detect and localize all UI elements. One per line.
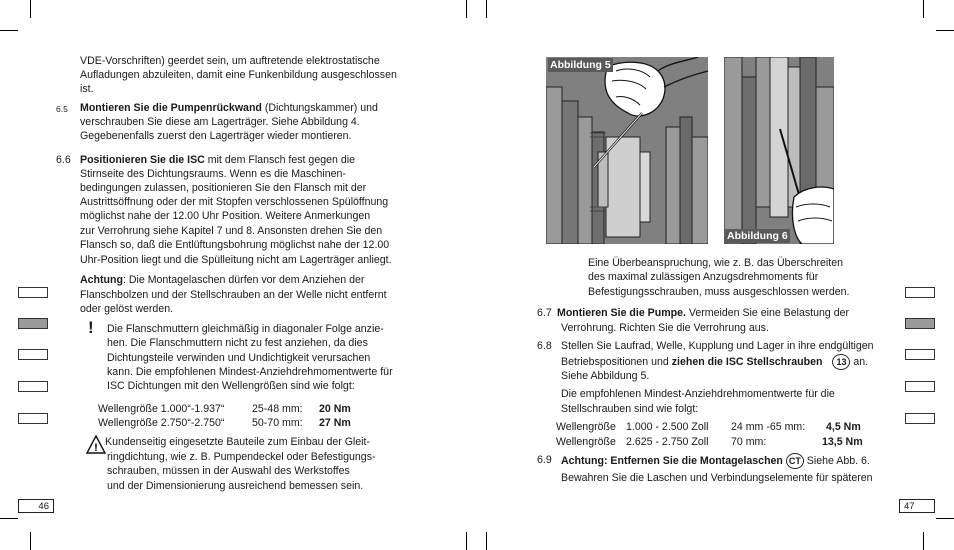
chapter-tab: [905, 413, 935, 424]
chapter-tab: [905, 349, 935, 360]
crop-mark: [30, 0, 31, 18]
warning-text: Kundenseitig eingesetzte Bauteile zum Einbau der Gleit-: [105, 436, 371, 448]
intro-line: VDE-Vorschriften) geerdet sein, um auftretende elektrostatische: [80, 55, 380, 67]
section-6-6-line: [80, 153, 355, 167]
torque-inch: 2.625 - 2.750 Zoll: [626, 436, 709, 448]
note-text: Dichtungsteile verwinden und Undichtigkeit verursachen: [107, 352, 371, 364]
page-number: 47: [899, 499, 935, 513]
crop-mark: [486, 0, 487, 18]
torque-range: 25-48 mm:: [252, 403, 303, 415]
chapter-tab: [905, 287, 935, 298]
achtung-text: : Die Montagelaschen dürfen vor dem Anziehen der: [122, 274, 365, 286]
section-text: Siehe Abb. 6.: [803, 454, 870, 467]
chapter-tab: [18, 287, 48, 298]
section-title: Montieren Sie die Pumpenrückwand: [80, 102, 262, 114]
crop-mark: [486, 532, 487, 550]
note-text: kann. Die empfohlenen Mindest-Anziehdrehmomentwerte für: [107, 366, 393, 378]
section-text: zur Verrohrung siehe Kapitel 7 und 8. Ansonsten drehen Sie den: [80, 225, 383, 237]
achtung-text: oder gelöst werden.: [80, 303, 174, 315]
chapter-tab: [18, 413, 48, 424]
section-number: 6.8: [537, 340, 552, 352]
section-text: Betriebspositionen und: [561, 355, 672, 368]
crop-mark: [466, 0, 467, 18]
torque-value: 4,5 Nm: [826, 421, 861, 433]
continued-text: Befestigungsschrauben, muss ausgeschlossen werden.: [588, 286, 850, 298]
crop-mark: [0, 30, 18, 31]
figure-6-image: [724, 57, 834, 244]
continued-text: Eine Überbeanspruchung, wie z. B. das Überschreiten: [588, 257, 843, 269]
torque-inch: 1.000 - 2.500 Zoll: [626, 421, 709, 433]
section-6-9-line: [561, 453, 870, 469]
chapter-tab: [18, 381, 48, 392]
torque-value: 20 Nm: [319, 403, 351, 415]
section-title: Montieren Sie die Pumpe.: [557, 307, 686, 319]
torque-value: 13,5 Nm: [822, 436, 863, 448]
section-text: bedingungen zulassen, positionieren Sie den Flansch mit der: [80, 182, 367, 194]
achtung-text: Flanschbolzen und der Stellschrauben an der Welle nicht entfernt: [80, 289, 387, 301]
section-text: Uhr-Position liegt und die Spülleitung nicht am Lagerträger anliegt.: [80, 254, 392, 266]
torque-label: Wellengröße 2.750“-2.750“: [98, 417, 225, 429]
intro-line: ist.: [80, 83, 94, 95]
torque-value: 27 Nm: [319, 417, 351, 429]
crop-mark: [466, 532, 467, 550]
section-text: (Dichtungskammer) und: [261, 102, 378, 114]
chapter-tab: [18, 349, 48, 360]
section-number: 6.5: [56, 104, 68, 114]
section-text: Siehe Abbildung 5.: [561, 370, 650, 382]
note-text: hen. Die Flanschmuttern nicht zu fest anziehen, da dies: [107, 337, 368, 349]
torque-mm: 70 mm:: [731, 436, 767, 448]
section-text: Bewahren Sie die Laschen und Verbindungselemente für späteren: [561, 472, 873, 484]
section-text: verschrauben Sie diese am Lagerträger. Siehe Abbildung 4.: [80, 116, 360, 128]
section-number: 6.9: [537, 454, 552, 466]
torque-mm: 24 mm -65 mm:: [731, 421, 806, 433]
crop-mark: [936, 518, 954, 519]
page-number: 46: [18, 499, 54, 513]
torque-label: Wellengröße 1.000“-1.937“: [98, 403, 225, 415]
section-text: Vermeiden Sie eine Belastung der: [685, 307, 850, 319]
warning-text: ringdichtung, wie z. B. Pumpendeckel oder Befestigungs-: [107, 451, 376, 463]
chapter-tab-active: [18, 318, 48, 329]
figure-5-caption: Abbildung 5: [550, 59, 611, 71]
section-text: möglichst nahe der 12.00 Uhr Position. Weitere Anmerkungen: [80, 210, 371, 222]
section-title: Achtung: Entfernen Sie die Montagelaschen: [561, 454, 783, 467]
crop-mark: [923, 0, 924, 18]
section-text: Stellen Sie Laufrad, Welle, Kupplung und Lager in ihre endgültigen: [561, 340, 874, 352]
section-text: mit dem Flansch fest gegen die: [204, 154, 355, 166]
warning-text: schrauben, müssen in der Auswahl des Werkstoffes: [107, 465, 350, 477]
achtung-label: Achtung: [80, 274, 123, 286]
achtung-line: [80, 273, 364, 287]
chapter-tab: [905, 381, 935, 392]
note-text: ISC Dichtungen mit den Wellengrößen sind wie folgt:: [107, 380, 355, 392]
torque-range: 50-70 mm:: [252, 417, 303, 429]
crop-mark: [923, 532, 924, 550]
warning-text: und der Dimensionierung ausreichend bemessen sein.: [107, 480, 364, 492]
section-number: 6.6: [56, 154, 71, 166]
section-number: 6.7: [537, 307, 552, 319]
torque-label: Wellengröße: [556, 421, 616, 433]
warning-mark: !: [94, 442, 98, 454]
section-6-7-line: [557, 306, 849, 320]
exclamation-icon: !: [88, 318, 94, 337]
section-text: an.: [850, 355, 869, 368]
torque-label: Wellengröße: [556, 436, 616, 448]
crop-mark: [936, 30, 954, 31]
figure-6-caption: Abbildung 6: [727, 230, 788, 242]
continued-text: des maximal zulässigen Anzugsdrehmoments für: [588, 271, 819, 283]
intro-line: Aufladungen abzuleiten, damit eine Funkenbildung ausgeschlossen: [80, 69, 397, 81]
section-text: Stellschrauben sind wie folgt:: [561, 403, 699, 415]
reference-ct-badge: CT: [786, 453, 804, 469]
section-title: Positionieren Sie die ISC: [80, 154, 205, 166]
section-text: Austrittsöffnung oder der mit Stopfen verschlossenen Spülöffnung: [80, 196, 389, 208]
figure-5-image: [546, 57, 708, 244]
section-text: Verrohrung. Richten Sie die Verrohrung aus.: [561, 322, 769, 334]
crop-mark: [0, 518, 18, 519]
section-text: Die empfohlenen Mindest-Anziehdrehmomentwerte für die: [561, 388, 835, 400]
section-6-5-line: [80, 101, 378, 115]
section-6-8-line: [561, 354, 868, 370]
section-text: Stirnseite des Dichtungsraums. Wenn es die Maschinen-: [80, 168, 346, 180]
section-text: Flansch so, daß die Entlüftungsbohrung möglichst nahe der 12.00: [80, 239, 390, 251]
section-bold-text: ziehen die ISC Stellschrauben: [671, 355, 823, 368]
crop-mark: [30, 532, 31, 550]
section-text: Gegebenenfalls zuerst den Lagerträger wieder montieren.: [80, 130, 352, 142]
note-text: Die Flanschmuttern gleichmäßig in diagonaler Folge anzie-: [107, 323, 384, 335]
warning-triangle-icon: [86, 435, 106, 454]
chapter-tab-active: [905, 318, 935, 329]
reference-13-badge: 13: [832, 354, 850, 370]
